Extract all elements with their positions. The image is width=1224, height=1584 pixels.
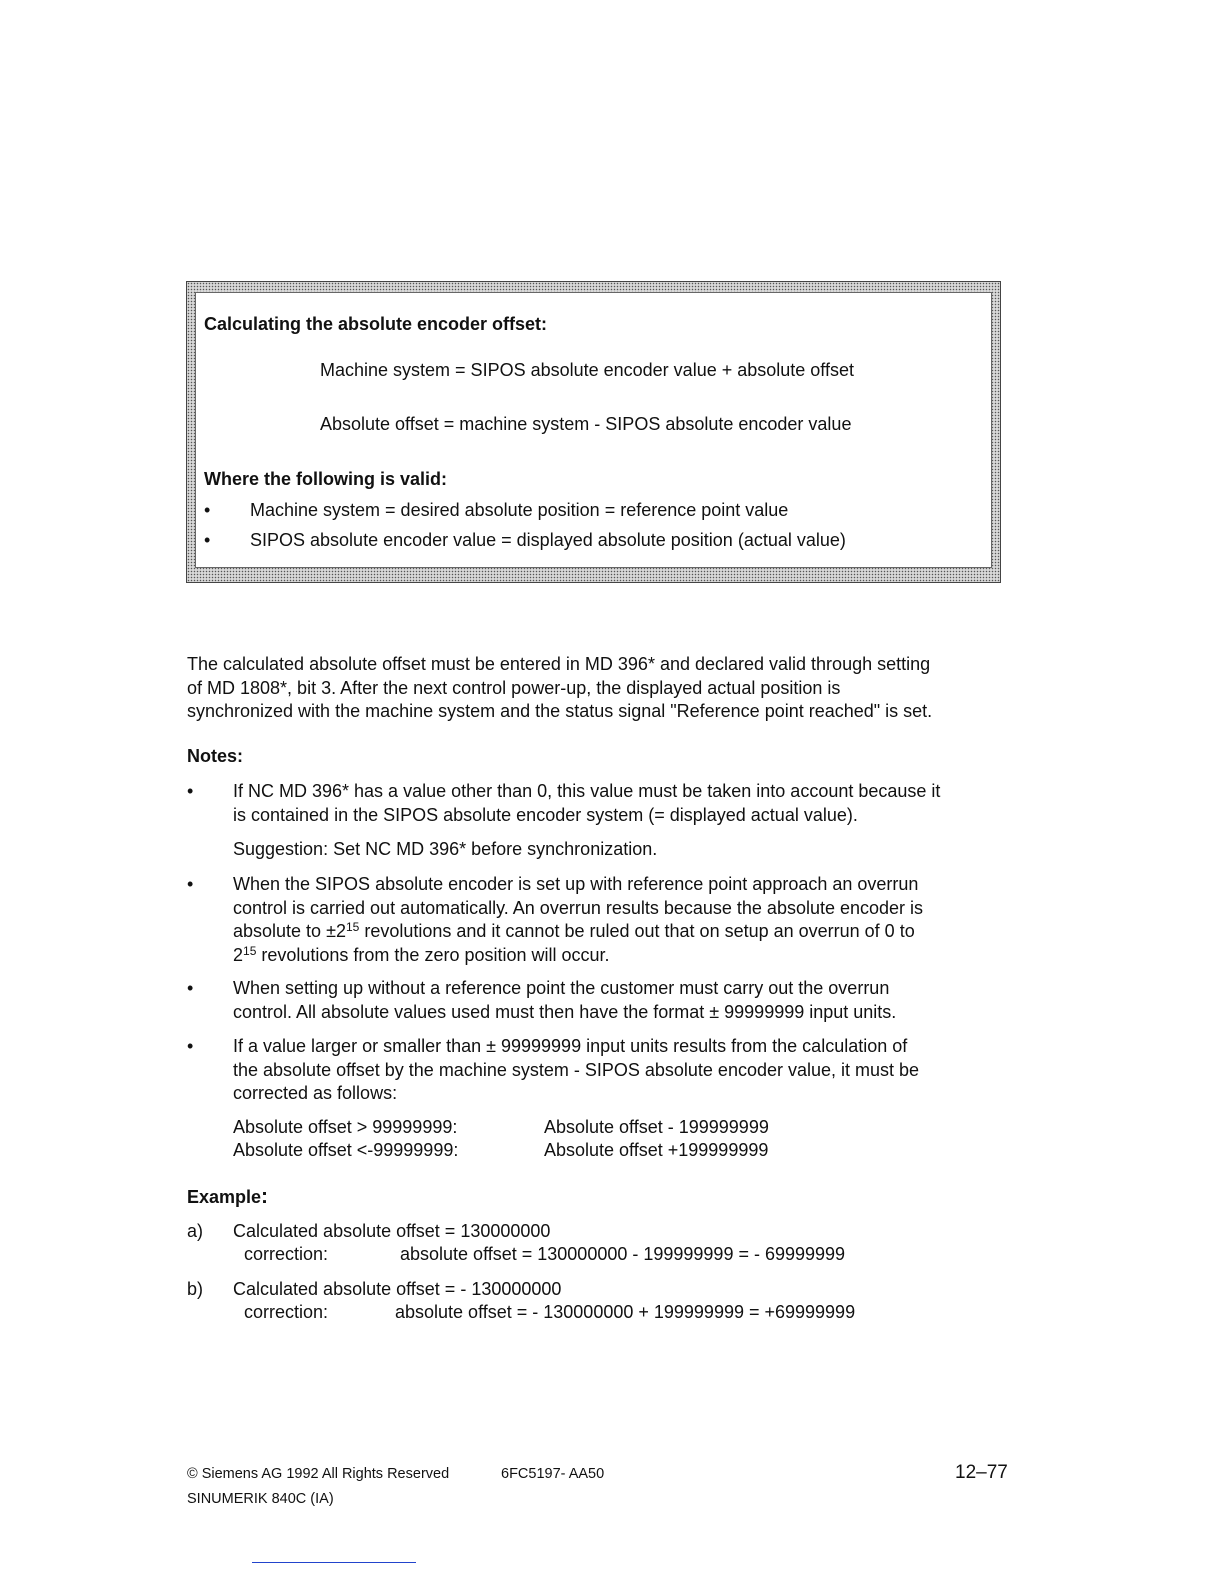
- note-item: If a value larger or smaller than ± 99999999 input units results from the calculation of the absolute offset by the machine system - SIPOS absolute encoder value, it must be corrected as follows:: [233, 1036, 920, 1103]
- example-a-correction-label: correction:: [244, 1244, 329, 1264]
- notes-heading: Notes:: [187, 746, 244, 766]
- example-a-label: a): [187, 1221, 204, 1241]
- link-underline: [252, 1562, 416, 1563]
- footer-order-number: 6FC5197- AA50: [501, 1466, 605, 1482]
- formula-machine-system: Machine system = SIPOS absolute encoder value + absolute offset: [320, 360, 854, 380]
- correction-action: Absolute offset +199999999: [544, 1140, 769, 1160]
- correction-condition: Absolute offset <-99999999:: [233, 1140, 459, 1160]
- example-heading: Example:: [187, 1185, 269, 1208]
- example-b-label: b): [187, 1279, 204, 1299]
- box-heading: Calculating the absolute encoder offset:: [204, 314, 548, 334]
- valid-heading: Where the following is valid:: [204, 469, 448, 489]
- bullet-icon: •: [187, 781, 194, 801]
- footer-copyright: © Siemens AG 1992 All Rights Reserved: [187, 1466, 450, 1482]
- correction-action: Absolute offset - 199999999: [544, 1117, 769, 1137]
- bullet-icon: •: [204, 500, 211, 520]
- note-item: When setting up without a reference point the customer must carry out the overrun control. All absolute values used must then have the format ± 99999999 input units.: [233, 978, 897, 1022]
- bullet-icon: •: [187, 874, 194, 894]
- note-suggestion: Suggestion: Set NC MD 396* before synchronization.: [233, 839, 658, 859]
- example-a-correction-value: absolute offset = 130000000 - 199999999 = - 69999999: [400, 1244, 846, 1264]
- example-a-line: Calculated absolute offset = 130000000: [233, 1221, 551, 1241]
- bullet-icon: •: [187, 978, 194, 998]
- footer-product: SINUMERIK 840C (IA): [187, 1491, 334, 1507]
- example-b-correction-label: correction:: [244, 1302, 329, 1322]
- valid-item: SIPOS absolute encoder value = displayed absolute position (actual value): [250, 530, 846, 550]
- page-number: 12–77: [955, 1462, 1008, 1483]
- correction-condition: Absolute offset > 99999999:: [233, 1117, 458, 1137]
- bullet-icon: •: [187, 1036, 194, 1056]
- note-item: If NC MD 396* has a value other than 0, this value must be taken into account because it is contained in the SIPOS absolute encoder system (= displayed actual value).: [233, 781, 941, 825]
- formula-absolute-offset: Absolute offset = machine system - SIPOS absolute encoder value: [320, 414, 852, 434]
- example-b-line: Calculated absolute offset = - 130000000: [233, 1279, 562, 1299]
- bullet-icon: •: [204, 530, 211, 550]
- body-paragraph: The calculated absolute offset must be entered in MD 396* and declared valid through setting of MD 1808*, bit 3. After the next control power-up, the displayed actual position is synchronized with the machine system and the status signal "Reference point reached" is set.: [187, 654, 933, 721]
- note-item: When the SIPOS absolute encoder is set up with reference point approach an overrun control is carried out automatically. An overrun results because the absolute encoder is absolute to $\pm 2^{15}$ revolutions and it cannot be ruled out that on setup an overrun of 0 to $2^{15}$ revolutions from the zero position will occur.: [233, 874, 924, 965]
- valid-item: Machine system = desired absolute position = reference point value: [250, 500, 789, 520]
- example-b-correction-value: absolute offset = - 130000000 + 199999999 = +69999999: [395, 1302, 856, 1322]
